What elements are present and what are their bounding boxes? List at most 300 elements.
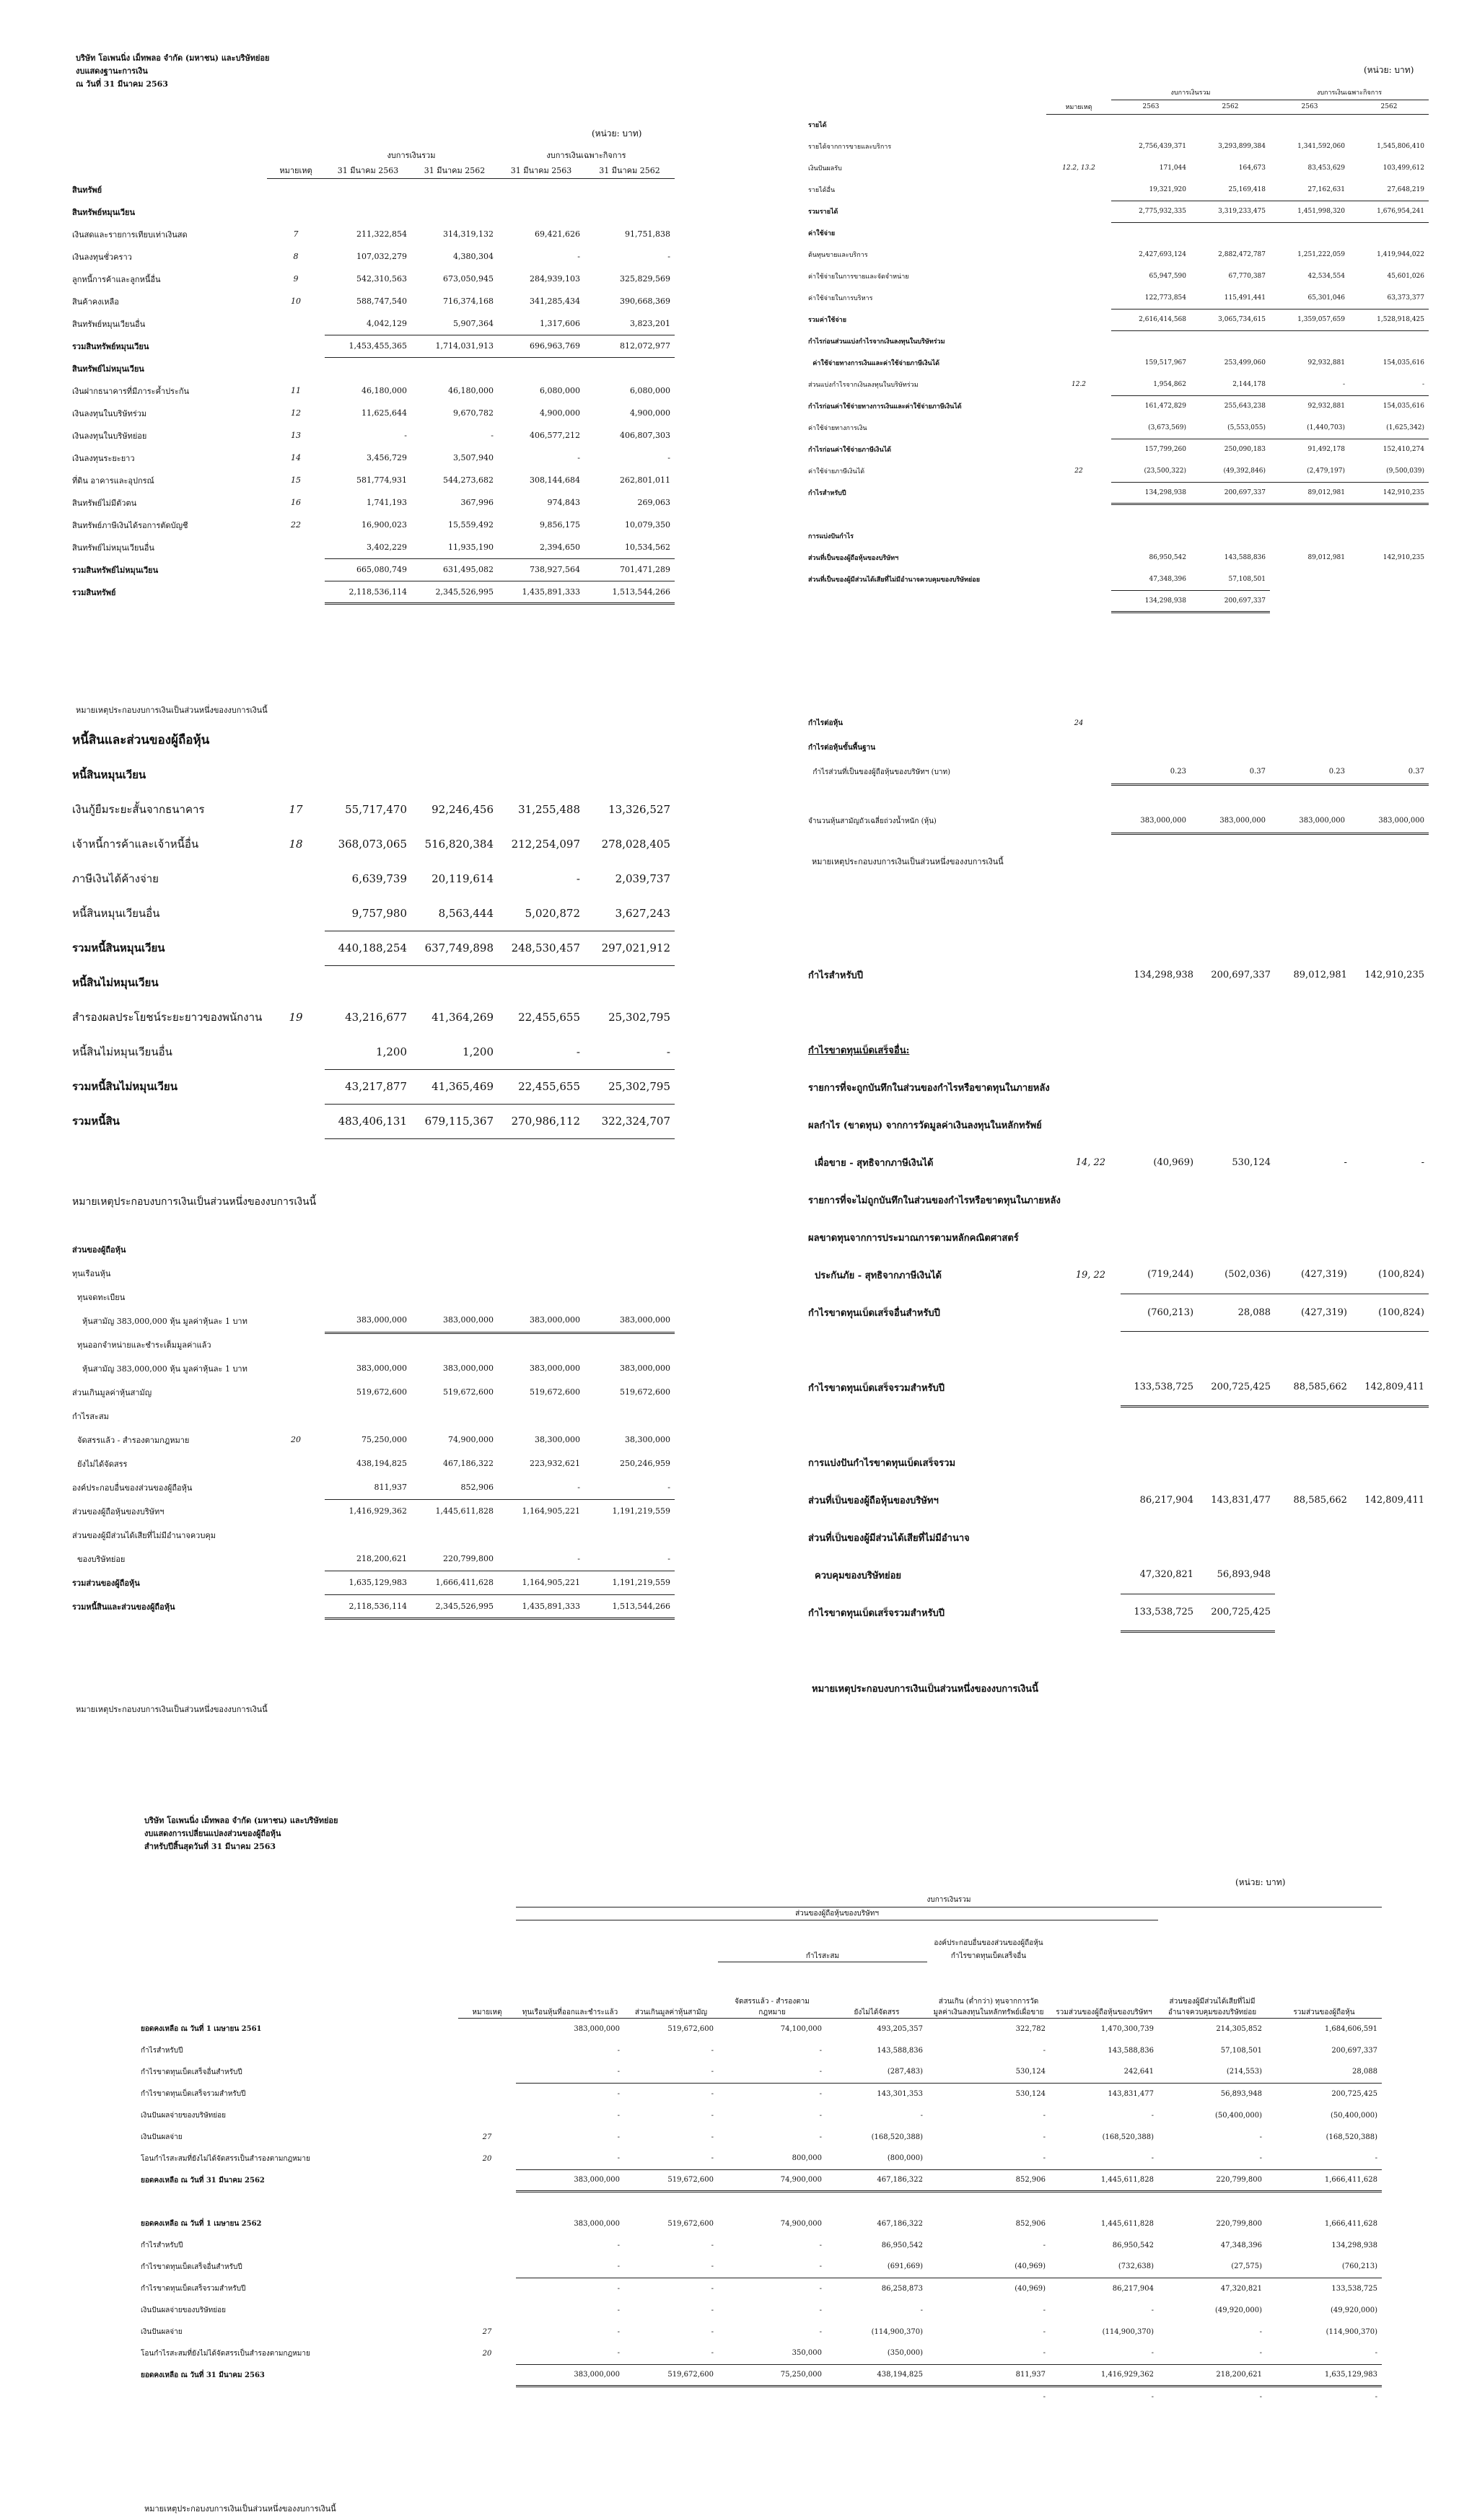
is-cell: 200,697,337 [1191,590,1270,612]
bs-liab-cell: 43,217,877 [325,1069,411,1104]
ci-cell [1275,993,1351,1031]
eq-retained-head: กำไรสะสม [718,1949,927,1962]
is-cell: (2,479,197) [1270,460,1349,482]
bs-liab-cell: 55,717,470 [345,803,407,816]
is-eps-row-label: กำไรต่อหุ้นขั้นพื้นฐาน [808,743,876,752]
is-eps-cell: 0.23 [1111,760,1191,784]
eq-cell: (287,483) [826,2061,927,2083]
bs-equity-cell: 811,937 [325,1475,411,1499]
eq-cell: - [1043,2111,1046,2120]
eq-cell: - [1043,2046,1046,2055]
eq-cell: (50,400,000) [1214,2111,1262,2120]
bs-column-header: 31 มีนาคม 2563 [498,162,584,178]
is-row-label [808,504,1046,525]
is-cell: 42,534,554 [1307,273,1345,280]
is-row [808,136,1429,157]
ci-cell [1121,1519,1198,1556]
is-eps-row-label [808,784,1046,809]
bs-asset-row-note [267,178,325,201]
ci-row-note [1061,1331,1121,1369]
bs-asset-row [72,201,675,223]
eq-column-header: รวมส่วนของผู้ถือหุ้นของบริษัทฯ [1050,1962,1158,2018]
bs-group-consolidated: งบการเงินรวม [387,151,436,160]
eq-cell: - [617,2133,620,2141]
bs-liab-cell: 25,302,795 [608,1011,670,1024]
eq-cell: - [718,2256,826,2278]
eq-cell [516,2386,624,2407]
eq-cell: - [711,2111,714,2120]
is-row-label: รายได้จากการขายและบริการ [808,144,892,151]
ci-cell [1121,1181,1198,1219]
is-cell: 89,012,981 [1307,554,1345,561]
bs-equity-cell: 220,799,800 [411,1547,498,1571]
bs-liab-row-note: 19 [289,1011,303,1024]
is-cell [1111,330,1191,352]
ci-row-label [808,993,1061,1031]
eq-row [141,2278,1382,2299]
is-cell [1349,590,1429,612]
bs-liab-cell: - [584,1035,675,1069]
is-row [808,352,1429,374]
ci-cell [1351,1106,1429,1143]
bs-asset-cell: 4,900,000 [540,408,580,418]
bs-liab-row [72,792,675,827]
bs-equity-cell [584,1404,675,1428]
bs-asset-cell [498,201,584,223]
is-row-label: ค่าใช้จ่ายในการบริหาร [808,295,873,302]
eq-cell: 383,000,000 [574,2219,620,2228]
is-row [808,179,1429,201]
bs-liab-cell [325,758,411,792]
is-row-note: 22 [1074,467,1083,475]
bs-equity-row-label: หุ้นสามัญ 383,000,000 หุ้น มูลค่าหุ้นละ 1 บาท [72,1364,247,1374]
eq-cell: - [819,2241,822,2249]
bs-liab-cell: - [576,872,580,885]
is-cell: 2,144,178 [1191,374,1270,395]
bs-equity-cell: 2,345,526,995 [411,1594,498,1618]
eq-row-note [458,2191,516,2213]
bs-equity-cell [325,1237,411,1261]
is-row-note [1046,287,1111,309]
ci-row-label: ส่วนที่เป็นของผู้มีส่วนได้เสียที่ไม่มีอำนาจ [808,1532,970,1544]
bs-liab-row-note [267,965,325,1000]
bs-asset-row-label: เงินลงทุนระยะยาว [72,453,135,463]
ci-cell: (719,244) [1121,1256,1198,1294]
is-row-note: 12.2, 13.2 [1062,164,1095,172]
bs-liab-cell: 322,324,707 [584,1104,675,1138]
bs-equity-cell [411,1261,498,1285]
eq-cell: - [1043,2133,1046,2141]
is-cell: 3,319,233,475 [1191,201,1270,222]
bs-title: งบแสดงฐานะการเงิน [76,66,148,76]
eq-cell: - [617,2046,620,2055]
eq-row-label: โอนกำไรสะสมที่ยังไม่ได้จัดสรรเป็นสำรองตามกฎหมาย [141,2154,310,2163]
eq-cell: (49,920,000) [1214,2306,1262,2314]
bs-equity-cell: - [584,1475,675,1499]
bs-liab-cell [498,965,584,1000]
bs-asset-row-label: เงินลงทุนในบริษัทย่อย [72,431,147,441]
bs-asset-row-label: สินทรัพย์ [72,185,102,195]
is-row [808,547,1429,568]
bs-equity-row-note [267,1333,325,1356]
ci-cell [1275,1519,1351,1556]
bs-asset-cell: 4,380,304 [453,252,494,261]
bs-liab-row [72,861,675,896]
bs-equity-row [72,1428,675,1452]
is-row-label: ส่วนแบ่งกำไรจากเงินลงทุนในบริษัทร่วม [808,382,919,389]
eq-column-header: ส่วนของผู้มีส่วนได้เสียที่ไม่มีอำนาจควบคุมของบริษัทย่อย [1158,1962,1266,2018]
eq-row [141,2104,1382,2126]
bs-liab-cell: 25,302,795 [584,1069,675,1104]
eq-cell: (691,669) [826,2256,927,2278]
is-row-label: กำไรสำหรับปี [808,490,846,497]
ci-cell [1121,1406,1198,1444]
bs-asset-row [72,268,675,290]
is-cell: 122,773,854 [1111,287,1191,309]
is-eps-row [808,711,1429,735]
is-eps-cell: 383,000,000 [1191,809,1270,833]
bs-asset-row [72,245,675,268]
is-eps-cell [1111,735,1191,760]
is-eps-cell: 0.37 [1191,760,1270,784]
bs-asset-cell: 1,513,544,266 [584,581,675,603]
bs-date: ณ วันที่ 31 มีนาคม 2563 [76,79,168,89]
eq-cell [516,2191,624,2213]
eq-cell [826,2191,927,2213]
bs-equity-cell [411,1523,498,1547]
eq-row-label: กำไรขาดทุนเบ็ดเสร็จรวมสำหรับปี [141,2284,246,2293]
bs-liab-row [72,1035,675,1069]
bs-asset-row [72,178,675,201]
eq-cell: 86,217,904 [1112,2284,1154,2293]
eq-row-note [458,2083,516,2104]
bs-asset-cell: 3,456,729 [367,453,407,462]
is-group-consolidated: งบการเงินรวม [1111,85,1270,100]
bs-liab-cell: 5,020,872 [498,896,584,931]
bs-asset-cell: 1,317,606 [498,312,584,335]
eq-cell: - [711,2046,714,2055]
eq-cell: 1,445,611,828 [1100,2219,1154,2228]
is-eps-cell [1349,784,1429,809]
eq-cell: - [920,2306,923,2314]
bs-asset-cell: 4,042,129 [325,312,411,335]
ci-cell [1351,1068,1429,1106]
bs-equity-cell [325,1261,411,1285]
is-cell: 103,499,612 [1383,164,1424,172]
bs-asset-cell: 673,050,945 [443,274,494,284]
bs-asset-cell [498,357,584,379]
is-row [808,244,1429,265]
is-row-note: 12.2 [1071,381,1087,388]
eq-cell: 811,937 [927,2364,1050,2386]
bs-equity-cell: 852,906 [411,1475,498,1499]
bs-asset-row [72,223,675,245]
bs-liab-cell: 516,820,384 [424,838,494,851]
bs-equity-cell: - [498,1547,584,1571]
bs-liab-cell: 270,986,112 [498,1104,584,1138]
is-cell: 1,341,592,060 [1297,143,1345,150]
is-row-label: กำไรก่อนค่าใช้จ่ายภาษีเงินได้ [808,447,891,454]
bs-equity-cell: 519,672,600 [530,1387,580,1397]
bs-asset-row-label: สินทรัพย์ไม่หมุนเวียน [72,364,144,374]
is-row [808,287,1429,309]
bs-asset-cell: 2,394,650 [498,536,584,558]
ci-row-label: เผื่อขาย - สุทธิจากภาษีเงินได้ [808,1157,934,1169]
bs-equity-cell: 383,000,000 [443,1364,494,1373]
ci-cell [1351,1556,1429,1594]
eq-cell: 519,672,600 [667,2219,714,2228]
is-row [808,114,1429,136]
bs-asset-cell: 631,495,082 [411,558,498,581]
is-cell [1270,222,1349,244]
eq-column-header: ทุนเรือนหุ้นที่ออกและชำระแล้ว [516,1962,624,2018]
bs-liab-row [72,931,675,965]
ci-cell: (427,319) [1275,1256,1351,1294]
bs-liab-row-note [267,931,325,965]
eq-row-label: เงินปันผลจ่ายของบริษัทย่อย [141,2111,226,2120]
bs-equity-row-label: รวมส่วนของผู้ถือหุ้น [72,1578,140,1588]
bs-equity-row-label: ทุนออกจำหน่ายและชำระเต็มมูลค่าแล้ว [72,1340,211,1350]
bs-liab-cell: 8,563,444 [411,896,498,931]
is-cell: (49,392,846) [1191,460,1270,482]
eq-row [141,2061,1382,2083]
ci-row [808,1519,1429,1556]
bs-equity-cell: 1,164,905,221 [522,1506,580,1516]
eq-cell: 519,672,600 [624,2364,718,2386]
bs-equity-cell: 1,164,905,221 [498,1571,584,1594]
is-cell: 25,169,418 [1191,179,1270,201]
bs-equity-cell: 383,000,000 [530,1364,580,1373]
bs-asset-cell: 91,751,838 [625,229,670,239]
bs-asset-cell: 46,180,000 [448,386,494,395]
eq-cell: - [711,2133,714,2141]
ci-cell: - [1344,1156,1347,1168]
eq-company: บริษัท โอเพนนิ่ง เม็ทพลอ จำกัด (มหาชน) และบริษัทย่อย [144,1816,338,1825]
bs-asset-cell: 1,453,455,365 [325,335,411,357]
ci-cell [1198,1219,1275,1256]
is-row-label: ค่าใช้จ่ายทางการเงินและค่าใช้จ่ายภาษีเงินได้ [808,360,940,367]
is-row [808,201,1429,222]
eq-row [141,2148,1382,2169]
bs-equity-row-note [267,1285,325,1309]
bs-liab-cell: 20,119,614 [431,872,494,885]
ci-cell [1121,1068,1198,1106]
ci-row-note [1061,1406,1121,1444]
bs-liab-row [72,1069,675,1104]
bs-liab-cell [584,758,675,792]
eq-title: งบแสดงการเปลี่ยนแปลงส่วนของผู้ถือหุ้น [144,1829,281,1838]
eq-cell: - [819,2327,822,2336]
bs-equity-row-label: ส่วนของผู้ถือหุ้น [72,1244,126,1255]
eq-cell: 519,672,600 [624,2169,718,2191]
bs-equity-cell: 383,000,000 [584,1309,675,1333]
is-row-label: ส่วนที่เป็นของผู้ถือหุ้นของบริษัทฯ [808,555,899,562]
is-cell [1191,504,1270,525]
bs-equity-cell: 1,191,219,559 [612,1506,670,1516]
bs-liab-cell: 41,364,269 [431,1011,494,1024]
is-cell: 115,491,441 [1191,287,1270,309]
bs-liab-cell: 92,246,456 [431,803,494,816]
is-row [808,309,1429,330]
bs-asset-cell: 581,774,931 [356,475,407,485]
ci-cell [1351,1406,1429,1444]
bs-asset-row-note: 10 [291,297,301,306]
eq-cell: 47,320,821 [1220,2284,1262,2293]
bs-asset-row [72,536,675,558]
bs-liab-row-label: ภาษีเงินได้ค้างจ่าย [72,872,159,885]
eq-cell: - [711,2327,714,2336]
ci-cell [1275,1181,1351,1219]
is-cell: 86,950,542 [1149,554,1186,561]
bs-asset-row-note: 13 [291,431,301,440]
is-cell: 255,643,238 [1224,403,1266,411]
bs-equity-row-label: ของบริษัทย่อย [72,1554,126,1564]
eq-cell: - [1050,2343,1158,2364]
is-cell: 2,427,693,124 [1139,251,1186,258]
ci-cell: 200,725,425 [1198,1369,1275,1406]
bs-asset-row [72,447,675,469]
bs-equity-cell [325,1523,411,1547]
eq-cell: - [1375,2393,1377,2402]
bs-asset-row [72,335,675,357]
eq-row-note [458,2386,516,2407]
eq-cell: - [819,2046,822,2055]
is-eps-cell: 383,000,000 [1349,809,1429,833]
ci-row [808,1219,1429,1256]
bs-asset-cell [498,178,584,201]
bs-asset-cell: 544,273,682 [443,475,494,485]
bs-unit: (หน่วย: บาท) [592,128,642,139]
is-eps-row-label: จำนวนหุ้นสามัญถัวเฉลี่ยถ่วงน้ำหนัก (หุ้น) [808,817,937,825]
bs-liab-cell: 297,021,912 [584,931,675,965]
ci-cell [1121,1331,1198,1369]
is-row [808,265,1429,287]
is-row [808,525,1429,547]
bs-equity-cell: 1,191,219,559 [584,1571,675,1594]
ci-row-note: 19, 22 [1075,1269,1106,1281]
bs-asset-cell: 1,714,031,913 [411,335,498,357]
eq-cell: 519,672,600 [667,2024,714,2033]
eq-cell: (114,900,370) [871,2327,923,2336]
bs-asset-row [72,581,675,603]
bs-asset-cell: 2,118,536,114 [325,581,411,603]
ci-cell [1198,1406,1275,1444]
eq-oci-sub: กำไรขาดทุนเบ็ดเสร็จอื่น [950,1952,1027,1960]
bs-asset-row [72,514,675,536]
eq-row-label: เงินปันผลจ่าย [141,2327,183,2336]
ci-row-label: กำไรขาดทุนเบ็ดเสร็จอื่น: [808,1045,910,1056]
bs-equity-cell: 75,250,000 [362,1435,407,1444]
eq-cell: 530,124 [1015,2089,1046,2098]
bs-equity-cell: 519,672,600 [443,1387,494,1397]
eq-cell: - [1266,2343,1382,2364]
ci-cell: 89,012,981 [1293,969,1347,980]
is-row-note [1046,114,1111,136]
is-cell: 2,775,932,335 [1111,201,1191,222]
is-cell [1191,330,1270,352]
is-cell: 65,947,590 [1149,273,1186,280]
bs-equity-row [72,1261,675,1285]
is-row-note [1046,525,1111,547]
bs-liab-cell: 1,200 [411,1035,498,1069]
eq-row-label: โอนกำไรสะสมที่ยังไม่ได้จัดสรรเป็นสำรองตามกฎหมาย [141,2349,310,2358]
bs-equity-cell [498,1237,584,1261]
ci-cell [1198,993,1275,1031]
bs-asset-row-note [267,312,325,335]
eq-cell: 200,697,337 [1331,2046,1377,2055]
ci-row-note [1061,1068,1121,1106]
bs-liab-cell: 679,115,367 [411,1104,498,1138]
eq-cell [718,2191,826,2213]
bs-asset-cell [584,357,675,379]
eq-cell: 133,538,725 [1331,2284,1377,2293]
bs-liab-row-label: รวมหนี้สินไม่หมุนเวียน [72,1080,178,1093]
eq-cell: - [516,2061,624,2083]
eq-column-header: ส่วนเกิน (ต่ำกว่า) ทุนจากการวัดมูลค่าเงินลงทุนในหลักทรัพย์เผื่อขาย [927,1962,1050,2018]
bs-equity-row [72,1404,675,1428]
ci-row-note [1061,1181,1121,1219]
bs-asset-cell [325,201,411,223]
is-cell: 1,676,954,241 [1349,201,1429,222]
eq-row-label: กำไรขาดทุนเบ็ดเสร็จรวมสำหรับปี [141,2089,246,2098]
is-eps-cell: 383,000,000 [1111,809,1191,833]
bs-asset-row-label: รวมสินทรัพย์ไม่หมุนเวียน [72,565,159,575]
bs-asset-cell: 2,345,526,995 [411,581,498,603]
bs-asset-row [72,402,675,424]
is-cell [1349,114,1429,136]
is-row-label: ต้นทุนขายและบริการ [808,252,868,259]
eq-cell: 143,588,836 [877,2046,923,2055]
bs-equity-cell [411,1404,498,1428]
bs-asset-row [72,491,675,514]
is-row-note [1046,482,1111,504]
bs-equity-cell: 467,186,322 [443,1459,494,1468]
is-cell: 250,090,183 [1224,446,1266,454]
ci-cell: 86,217,904 [1139,1494,1194,1506]
eq-cell: - [1259,2393,1262,2402]
bs-asset-row-note [267,581,325,603]
bs-equity-row-label: ทุนเรือนหุ้น [72,1268,111,1278]
eq-cell: (214,553) [1158,2061,1266,2083]
bs-asset-cell: 314,319,132 [443,229,494,239]
bs-equity-cell: 383,000,000 [356,1364,407,1373]
eq-cell: 383,000,000 [574,2024,620,2033]
is-cell: 1,359,057,659 [1270,309,1349,330]
eq-row [141,2083,1382,2104]
bs-asset-cell: 107,032,279 [356,252,407,261]
bs-asset-row [72,558,675,581]
is-cell [1349,525,1429,547]
bs-equity-row-label: หุ้นสามัญ 383,000,000 หุ้น มูลค่าหุ้นละ 1 บาท [72,1316,247,1326]
bs-asset-row [72,469,675,491]
bs-liab-row-note [267,861,325,896]
eq-row [141,2256,1382,2278]
is-row-label: รวมรายได้ [808,208,838,216]
bs-equity-row-label: รวมหนี้สินและส่วนของผู้ถือหุ้น [72,1602,175,1612]
is-cell: 57,108,501 [1191,568,1270,590]
is-table [808,85,1429,613]
eq-subgroup: ส่วนของผู้ถือหุ้นของบริษัทฯ [516,1907,1158,1920]
is-row-label: กำไรก่อนค่าใช้จ่ายทางการเงินและค่าใช้จ่ายภาษีเงินได้ [808,403,962,411]
is-row [808,590,1429,612]
ci-cell [1275,1068,1351,1106]
is-cell [1270,568,1349,590]
bs-asset-row-label: สินทรัพย์ไม่มีตัวตน [72,498,137,508]
is-eps-cell: 383,000,000 [1270,809,1349,833]
eq-cell: (114,900,370) [1102,2327,1154,2336]
is-row-label: ค่าใช้จ่ายในการขายและจัดจำหน่าย [808,273,909,281]
bs-equity-cell: - [584,1547,675,1571]
